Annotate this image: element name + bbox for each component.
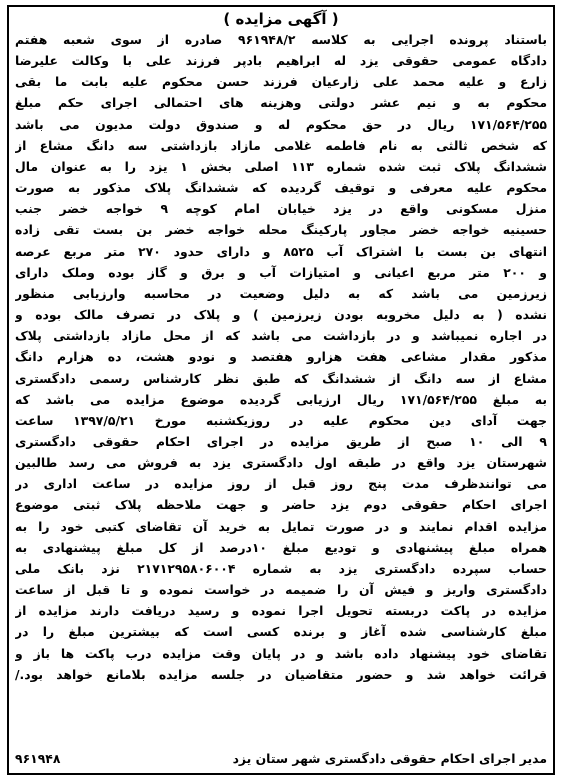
auction-notice [7, 5, 555, 775]
notice-line: همراه مبلغ پیشنهادی و تودیع مبلغ ۱۰درصد از کل مبلغ پیشنهادی به [15, 539, 547, 555]
notice-line: انتهای بن بست با اشتراک آب ۸۵۲۵ و دارای حدود ۲۷۰ متر مربع عرصه [15, 243, 547, 259]
notice-line: محکوم علیه معرفی و توقیف گردیده که ششدانگ پلاک مذکور به صورت [15, 180, 547, 196]
notice-line: اجرای احکام حقوقی دوم یزد حاضر و جهت ملاحظه پلاک ثبتی موضوع [15, 497, 547, 513]
notice-body [9, 29, 553, 685]
notice-line: تقاضای خود پیشنهاد داده باشد و در پایان وقت مزایده درب پاکت ها باز و [15, 645, 547, 661]
notice-line: باستناد پرونده اجرایی به کلاسه ۹۶۱۹۴۸/۲ صادره از سوی شعبه هفتم [15, 32, 547, 47]
notice-line: دادگاه عمومی حقوقی یزد له ابراهیم بادپر فرزند علی با وکالت علیرضا [15, 53, 547, 69]
notice-line: منزل مسکونی واقع در یزد خیابان امام کوچه ۹ خواجه خضر جنب [15, 201, 547, 217]
notice-line: می توانندظرف مدت پنج روز قبل از روز مزایده در ساعت اداری در [15, 476, 547, 492]
notice-line: شهرستان یزد واقع در طبقه اول دادگستری یزد به فروش می رسد طالبین [15, 455, 547, 471]
notice-line: دادگستری واریز و فیش آن را ضمیمه در خواست نموده و تا قبل از ساعت [15, 582, 547, 598]
signature-line: مدیر اجرای احکام حقوقی دادگستری شهر ستان یزد [232, 751, 547, 766]
notice-line: به مبلغ ۱۷۱/۵۶۴/۲۵۵ ریال ارزیابی گردیده موضوع مزایده می باشد که [15, 391, 547, 407]
notice-line: ۹ الی ۱۰ صبح از طریق مزایده در اجرای احکام حقوقی دادگستری [15, 433, 547, 449]
notice-line: مذکور مقدار مشاعی هفت هزارو هفتصد و نودو هشت، ده هزارم دانگ [15, 349, 547, 365]
notice-line: مزایده در پاکت دربسته تحویل اجرا نموده و رسید دریافت دارند مزایده از [15, 603, 547, 619]
notice-line: مزایده اقدام نمایند و در صورت تمایل به خرید آن تقاضای کتبی خود را به [15, 518, 547, 534]
notice-line: محکوم به و نیم عشر دولتی وهزینه های احتمالی اجرای حکم مبلغ [15, 95, 547, 111]
notice-line: که شخص ثالثی به نام فاطمه غلامی مازاد بازداشتی سه دانگ مشاع از [15, 137, 547, 153]
notice-line: مشاع از سه دانگ از ششدانگ که طبق نظر کارشناس رسمی دادگستری [15, 370, 547, 386]
notice-line: زیرزمین می باشد که به دلیل وضعیت در محاسبه وارزیابی منظور [15, 285, 547, 301]
notice-footer [15, 748, 547, 770]
notice-line: در اجاره نمیباشد و در بازداشت می باشد که از محل مازاد بازداشتی پلاک [15, 328, 547, 344]
notice-title: ( آگهی مزایده ) [223, 10, 339, 28]
notice-line: زارع و علیه محمد علی زارعیان فرزند حسن محکوم علیه بابت ما بقی [15, 74, 547, 90]
reference-number: ۹۶۱۹۴۸ [15, 751, 61, 766]
notice-line: ششدانگ پلاک ثبت شده شماره ۱۱۳ اصلی بخش ۱ یزد را به عنوان مال [15, 158, 547, 174]
notice-line: قرائت خواهد شد و حضور متقاضیان در جلسه مزایده بلامانع خواهد بود./ [15, 666, 547, 682]
notice-line: ۱۷۱/۵۶۴/۲۵۵ ریال در حق محکوم له و صندوق دولت مدیون می باشد [15, 116, 547, 132]
notice-line: مبلغ کارشناسی شده آغاز و برنده کسی است که بیشترین مبلغ را در [15, 624, 547, 640]
notice-line: حسینیه خواجه خضر مجاور پارکینگ محله خواجه خضر بن بست تقی زاده [15, 222, 547, 238]
notice-line: و ۲۰۰ متر مربع اعیانی و امتیازات آب و برق و گاز بوده وملک دارای [15, 264, 547, 280]
notice-line: جهت آدای دین محکوم علیه در روزیکشنبه مورخ ۱۳۹۷/۵/۲۱ ساعت [15, 412, 547, 428]
notice-line: نشده ( به دلیل مخروبه بودن زیرزمین ) و پلاک در تصرف مالک بوده و [15, 307, 547, 323]
notice-line: حساب سپرده دادگستری یزد به شماره ۲۱۷۱۲۹۵۸۰۶۰۰۴ نزد بانک ملی [15, 560, 547, 576]
